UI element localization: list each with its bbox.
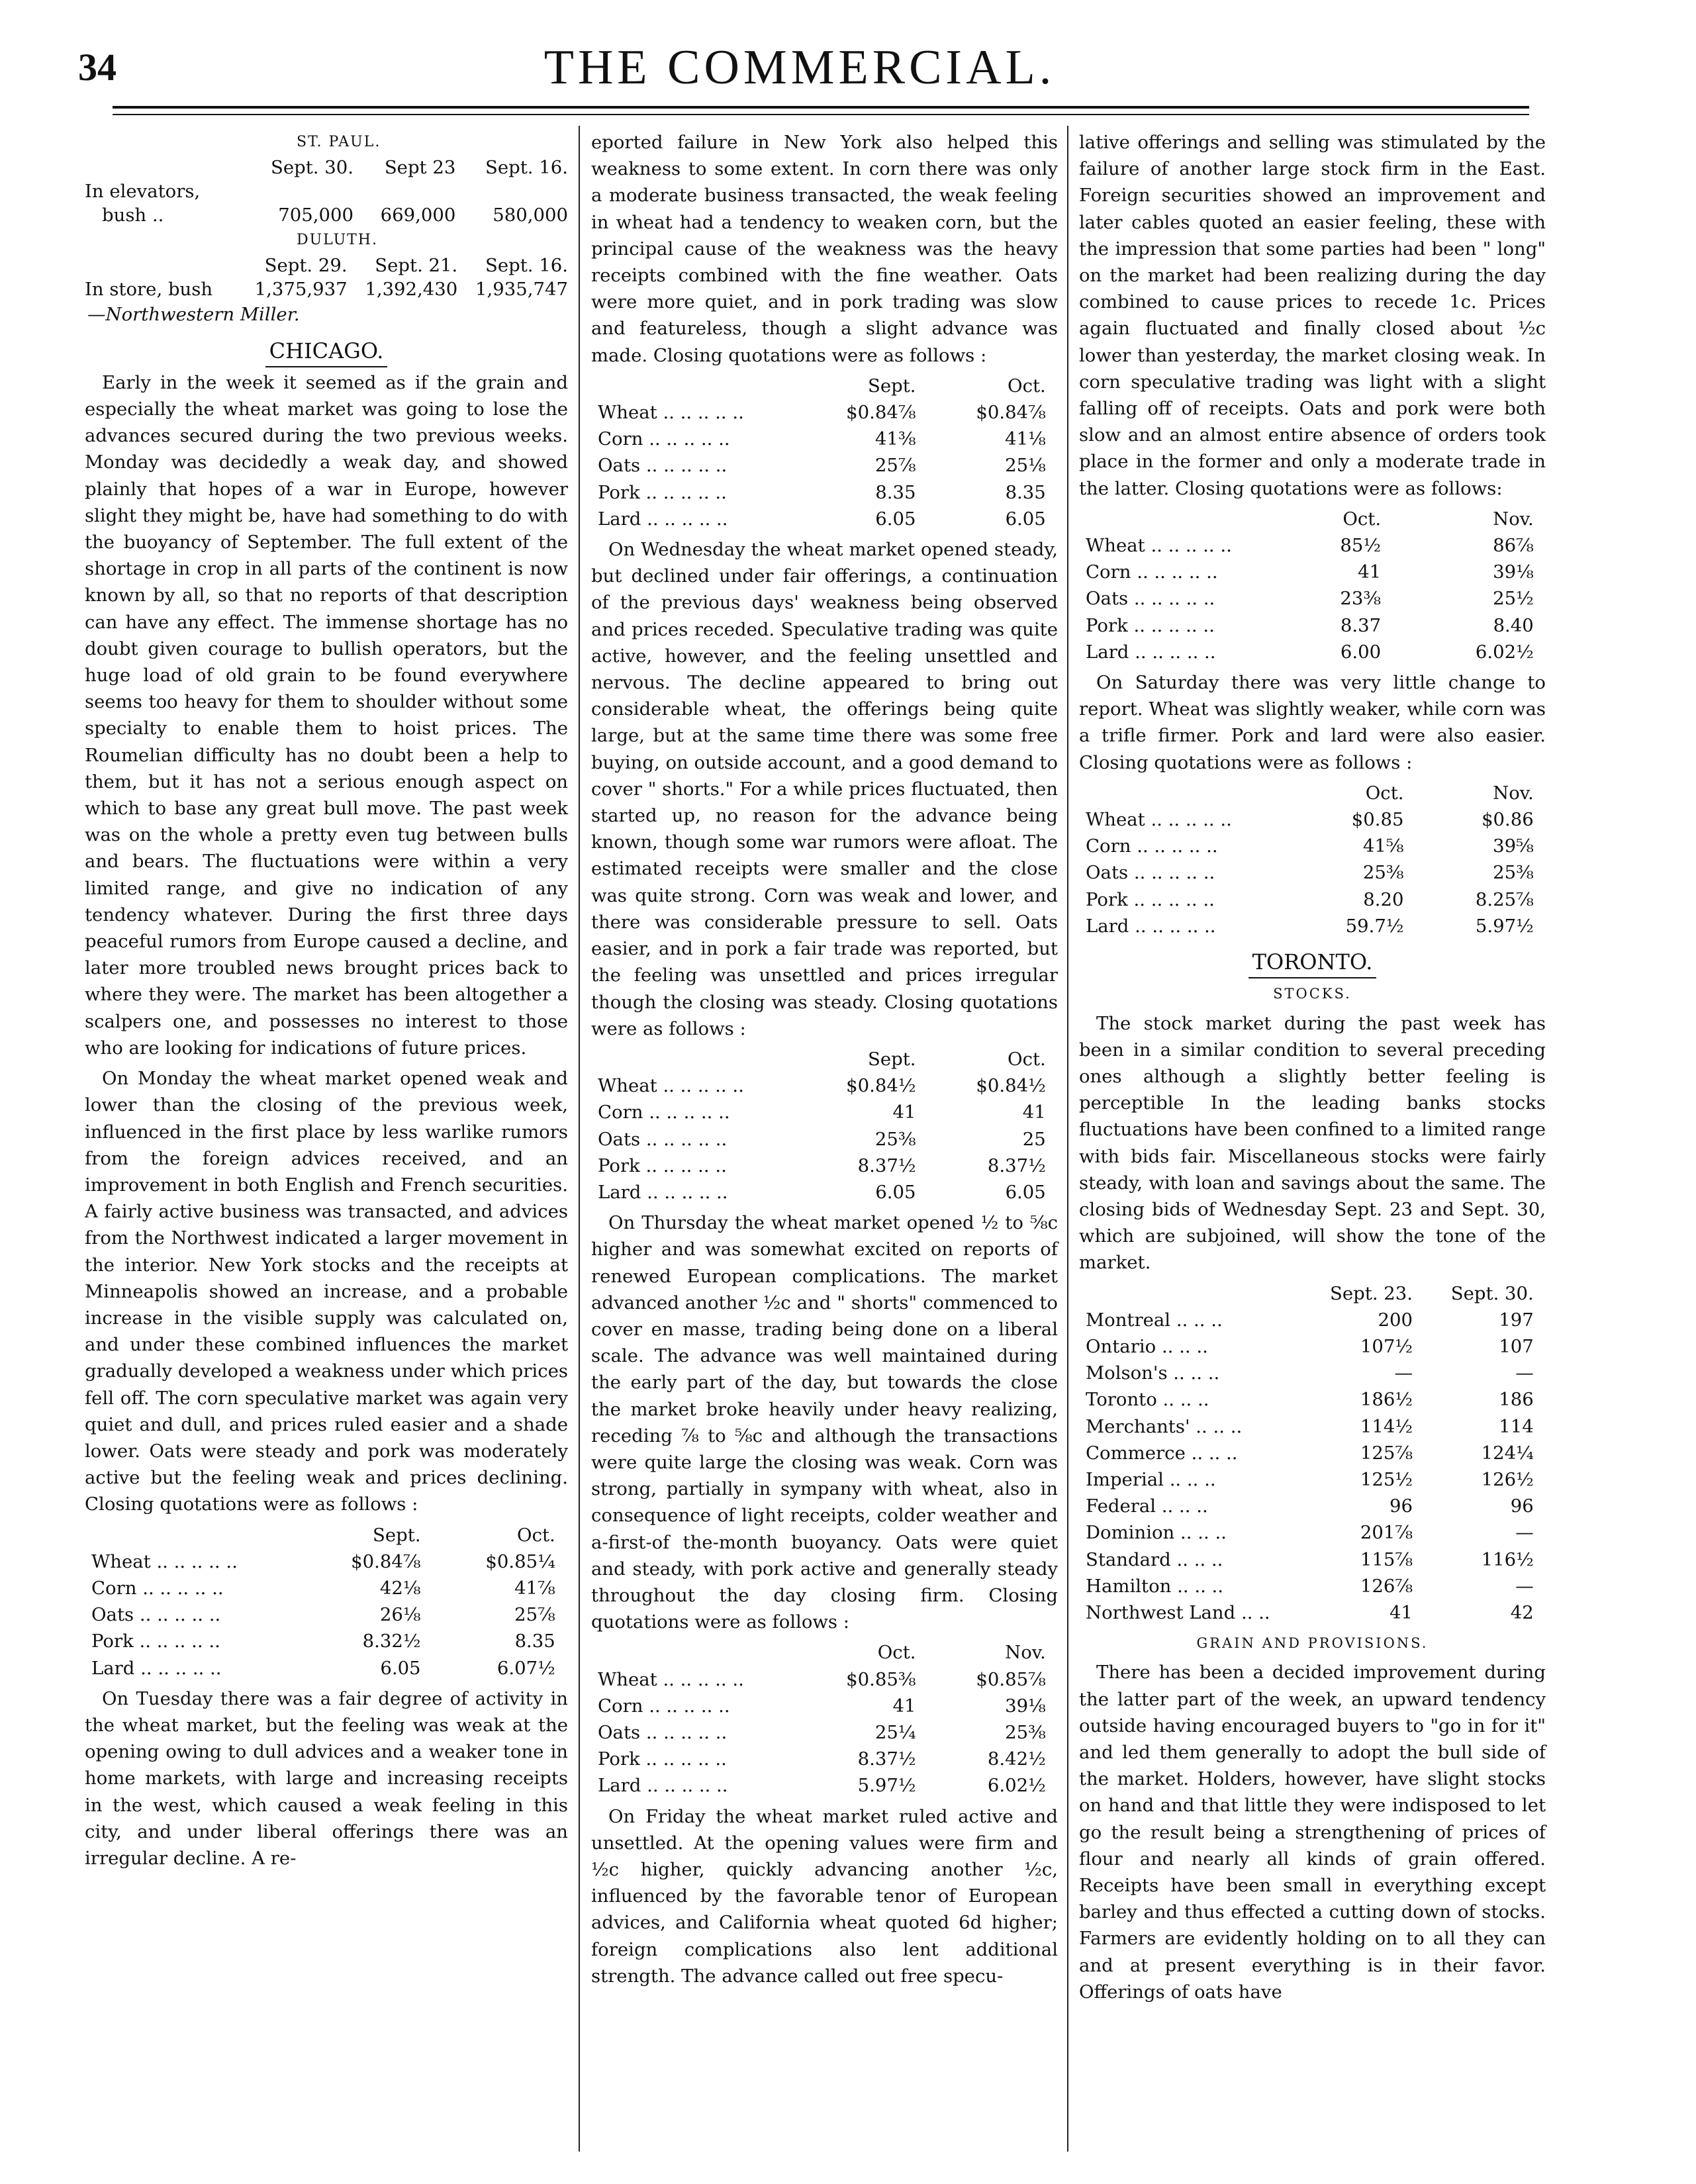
table-cell: 201⅞ [1360,1522,1413,1544]
quotation-table [598,373,1046,532]
row-label: Dominion .. .. .. [1086,1522,1227,1544]
paragraph-continued: eported failure in New York also helped this weakness to some extent. In corn there was only a moderate business transacted, the weak feeling in wheat had a tendency to weaken corn, but the principal cause of the weakness was the heavy receipts combined with the fine weather. Oats were more quiet, and in pork trading was slow and featureless, though a slight advance was made. Closing quotations were as follows : [591,132,1058,366]
table-header-row [1086,1280,1534,1307]
source-credit: —Northwestern Miller. [87,304,300,326]
table-cell: 41 [1358,561,1382,583]
column-divider [1067,126,1068,2152]
table-header-cell: Sept. 30. [271,157,354,179]
table-cell: 41 [892,1102,916,1123]
table-header-cell: Oct. [1343,508,1382,530]
table-cell: $0.86 [1482,809,1534,831]
table-row [598,1693,1046,1719]
row-label: Lard .. .. .. .. .. [91,1657,222,1679]
table-cell: $0.85⅞ [976,1668,1046,1690]
column-2 [591,129,1058,1993]
table-cell: $0.84⅞ [976,402,1046,424]
table-cell: 197 [1499,1309,1534,1331]
table-row [91,1548,555,1575]
table-row [598,1772,1046,1799]
table-cell: 8.37½ [857,1748,916,1770]
row-label: Imperial .. .. .. [1086,1468,1216,1490]
table-cell: 41⅛ [1005,428,1046,450]
table-cell: 116½ [1481,1548,1534,1570]
table-cell: 59.7½ [1345,915,1404,937]
table-row [598,1099,1046,1125]
table-row [91,1601,555,1628]
row-label: Montreal .. .. .. [1086,1309,1223,1331]
table-row [598,1072,1046,1099]
duluth-table [85,254,568,301]
table-header-cell: Oct. [517,1524,555,1546]
table-cell: 25⅞ [514,1604,555,1626]
table-row [91,1575,555,1601]
table-cell: 1,375,937 [254,279,348,301]
table-cell: — [1394,1362,1413,1384]
table-header-cell: Oct. [1008,375,1046,397]
paragraph: On Saturday there was very little change to report. Wheat was slightly weaker, while corn was a trifle firmer. Pork and lard were also easier. Closing quotations were as follows : [1079,672,1546,773]
table-cell: 25⅛ [1005,455,1046,477]
table-row [1086,859,1534,886]
table-cell: 6.02½ [1475,641,1534,663]
table-cell: 8.37½ [987,1155,1046,1176]
table-cell: 25⅜ [1362,862,1404,884]
table-row [1086,833,1534,859]
table-cell: 8.25⅞ [1475,888,1534,910]
row-label: Wheat .. .. .. .. .. [91,1550,238,1572]
table-header-cell: Nov. [1005,1642,1046,1664]
row-label: Standard .. .. .. [1086,1548,1223,1570]
table-cell: 96 [1390,1496,1413,1517]
row-label: Pork .. .. .. .. .. [91,1631,220,1652]
column-3 [1079,129,1546,2009]
row-label: Oats .. .. .. .. .. [1086,862,1215,884]
table-header-cell: Sept. [868,1048,916,1070]
paragraph-continued: lative offerings and selling was stimulated by the failure of another large stock firm in the East. Foreign securities showed an improvement and later cables quoted an easier feeling, these with the impression that some parties had been " long" on the market had been realizing during the day combined to cause prices to recede 1c. Prices again fluctuated and finally closed about ½c lower than yesterday, the market closing weak. In corn speculative trading was light with a slight falling off of receipts. Oats and pork were both slow and an almost entire absence of orders took place in the former and only a moderate trade in the latter. Closing quotations were as follows: [1079,132,1546,499]
table-row [91,1655,555,1682]
table-cell: 8.42½ [987,1748,1046,1770]
row-label: Merchants' .. .. .. [1086,1415,1243,1437]
table-cell: 8.20 [1363,888,1404,910]
table-header-row [1086,506,1534,532]
table-row [598,1666,1046,1693]
header-rule-bottom [113,114,1529,115]
table-cell: 42 [1510,1601,1534,1623]
table-cell: 124¼ [1481,1442,1534,1464]
row-label: Oats .. .. .. .. .. [598,1128,728,1150]
table-cell: 6.02½ [987,1775,1046,1797]
table-header-cell: Sept. 16. [485,157,568,179]
table-header-row [1086,780,1534,806]
table-cell: 26⅛ [379,1604,421,1626]
table-header-row [598,373,1046,399]
table-row [1086,1333,1534,1360]
table-header-cell: Nov. [1493,782,1534,804]
table-cell: 25⅜ [1005,1721,1046,1743]
row-label: Wheat .. .. .. .. .. [598,1075,744,1097]
table-cell: 6.05 [380,1657,421,1679]
table-header-cell: Sept 23 [384,157,456,179]
table-cell: 6.00 [1340,641,1382,663]
table-header-cell: Sept. 29. [264,255,348,277]
row-label: Wheat .. .. .. .. .. [1086,535,1232,557]
table-cell: 86⅞ [1493,535,1534,557]
table-row [1086,1466,1534,1493]
row-label: Toronto .. .. .. [1086,1389,1209,1411]
section-heading-toronto: TORONTO. [1079,949,1546,975]
table-cell: 114 [1499,1415,1534,1437]
row-label: In store, bush [85,279,213,301]
table-cell: 85½ [1340,535,1382,557]
table-row [1086,559,1534,585]
section-heading-chicago: CHICAGO. [85,338,568,364]
subheading-grain: GRAIN AND PROVISIONS. [1196,1635,1429,1652]
table-cell: 41 [1390,1601,1413,1623]
table-row [1086,1386,1534,1413]
table-header-cell: Oct. [1365,782,1404,804]
table-cell: 107½ [1360,1335,1413,1357]
table-cell: 8.35 [514,1631,555,1652]
paragraph: Early in the week it seemed as if the grain and especially the wheat market was going to lose the advances secured during the two previous weeks. Monday was decidedly a weak day, and showed plainly that hopes of a war in Europe, however slight they might be, have had something to do with the buoyancy of September. The full extent of the shortage in crop in all parts of the continent is now known by all, so that no reports of that description can have any effect. The immense shortage has no doubt given courage to bullish operators, but the huge load of old grain to be found everywhere seems too heavy for them to shoulder without some specialty to enable them to hoist prices. The Roumelian difficulty has no doubt been a help to them, but it has not a serious enough aspect on which to base any great bull move. The past week was on the whole a pretty even tug between bulls and bears. The fluctuations were within a very limited range, and give no indication of any tendency whatever. During the first three days peaceful rumors from Europe caused a decline, and later more troubled news brought prices back to where they were. The market has been altogether a scalpers one, and possesses no interest to those who are looking for indications of future prices. [85,371,568,1059]
table-cell: 25½ [1493,588,1534,610]
table-cell: 6.05 [875,508,916,530]
row-label: bush .. [102,205,164,226]
table-header-cell: Sept. 16. [485,255,568,277]
paragraph: On Monday the wheat market opened weak and lower than the closing of the previous week, influenced in the first place by less warlike rumors from the foreign advices received, and an improvement in both English and French securities. A fairly active business was transacted, and advices from the Northwest indicated a larger movement in the interior. New York stocks and the receipts at Minneapolis showed an increase, and a probable increase in the visible supply was calculated on, and under these combined influences the market gradually developed a weakness under which prices fell off. The corn speculative market was again very quiet and dull, and prices ruled easier and a shade lower. Oats were steady and pork was moderately active but the feeling weak and prices declining. Closing quotations were as follows : [85,1068,568,1515]
table-row [1086,806,1534,833]
table-cell: — [1515,1362,1534,1384]
row-label: Oats .. .. .. .. .. [598,1721,728,1743]
table-cell: 126½ [1481,1468,1534,1490]
row-label: Oats .. .. .. .. .. [1086,588,1215,610]
table-row [598,1746,1046,1772]
table-cell: 25¼ [874,1721,916,1743]
column-1 [85,129,568,1875]
table-row [1086,1546,1534,1573]
row-label: Ontario .. .. .. [1086,1335,1208,1357]
table-cell: 41⅜ [874,428,916,450]
table-row [1086,639,1534,665]
table-cell: $0.85⅜ [846,1668,916,1690]
table-cell: 25 [1022,1128,1046,1150]
table-cell: 115⅞ [1360,1548,1413,1570]
table-header-cell: Sept. 30. [1450,1282,1534,1304]
masthead-title: THE COMMERCIAL. [543,40,1056,95]
row-label: Oats .. .. .. .. .. [598,455,728,477]
table-cell: 8.40 [1493,614,1534,636]
table-header-cell: Oct. [877,1642,916,1664]
row-label: Pork .. .. .. .. .. [598,1748,727,1770]
table-cell: 8.35 [1005,481,1046,503]
row-label: Corn .. .. .. .. .. [598,428,730,450]
quotation-table [598,1046,1046,1206]
quotation-table [1086,506,1534,665]
row-label: Lard .. .. .. .. .. [598,1181,728,1203]
table-cell: 8.37 [1340,614,1382,636]
table-cell: $0.84⅞ [846,402,916,424]
table-header-cell: Oct. [1008,1048,1046,1070]
table-cell: $0.84½ [846,1075,916,1097]
paragraph: On Friday the wheat market ruled active and unsettled. At the opening values were firm and ½c higher, quickly advancing another ½c, influenced by the favorable tenor of European advices, and California wheat quoted 6d higher; foreign complications also lent additional strength. The advance called out free specu- [591,1805,1058,1987]
table-header-cell: Sept. [373,1524,421,1546]
table-row [1086,585,1534,612]
row-label: Commerce .. .. .. [1086,1442,1238,1464]
table-cell: $0.85¼ [485,1550,555,1572]
row-label: Pork .. .. .. .. .. [1086,614,1215,636]
duluth-title: DULUTH. [297,232,378,249]
table-row [598,1179,1046,1206]
column-divider [579,126,580,2152]
table-row [1086,1519,1534,1546]
table-header-cell: Sept. 21. [375,255,458,277]
paragraph: The stock market during the past week has been in a similar condition to several preceding ones although a slightly better feeling is perceptible In the leading banks stocks fluctuations have been confined to a limited range with bids fair. Miscellaneous stocks were fairly steady, with loan and savings about the same. The closing bids of Wednesday Sept. 23 and Sept. 30, which are subjoined, will show the tone of the market. [1079,1012,1546,1274]
row-label: Hamilton .. .. .. [1086,1575,1224,1597]
table-row [1086,1493,1534,1519]
row-label: Lard .. .. .. .. .. [1086,641,1216,663]
table-row [598,1719,1046,1746]
row-label: In elevators, [85,181,201,203]
table-cell: 8.35 [875,481,916,503]
row-label: Northwest Land .. .. [1086,1601,1270,1623]
paragraph: There has been a decided improvement during the latter part of the week, an upward tendency outside having encouraged buyers to "go in for it" and led them generally to adopt the bull side of the market. Holders, however, have slight stocks on hand and that little they were indisposed to let go the result being a strengthening of prices of flour and nearly all kinds of grain offered. Receipts have been small in everything except barley and thus effected a cutting down of stocks. Farmers are evidently holding on to all they can and at present everything is in their favor. Offerings of oats have [1079,1662,1546,2003]
table-cell: 8.32½ [362,1631,421,1652]
table-cell: 186½ [1360,1389,1413,1411]
paragraph: On Tuesday there was a fair degree of activity in the wheat market, but the feeling was weak at the opening owing to dull advices and a weaker tone in home markets, with large and increasing receipts in the west, which caused a weak feeling in this city, and under liberal offerings there was an irregular decline. A re- [85,1687,568,1869]
table-row [598,506,1046,532]
row-label: Pork .. .. .. .. .. [598,1155,727,1176]
header-rule-top [113,106,1529,109]
table-row [598,399,1046,426]
table-cell: 39⅝ [1493,835,1534,857]
row-label: Wheat .. .. .. .. .. [1086,809,1232,831]
row-label: Wheat .. .. .. .. .. [598,1668,744,1690]
table-cell: 200 [1378,1309,1413,1331]
row-label: Pork .. .. .. .. .. [1086,888,1215,910]
table-cell: 126⅞ [1360,1575,1413,1597]
table-row [1086,1360,1534,1386]
quotation-table [1086,780,1534,939]
row-label: Corn .. .. .. .. .. [598,1695,730,1717]
table-row [1086,1413,1534,1440]
table-cell: 42⅛ [379,1577,421,1599]
table-cell: 186 [1499,1389,1534,1411]
table-row [1086,913,1534,939]
table-cell: — [1515,1522,1534,1544]
row-label: Oats .. .. .. .. .. [91,1604,221,1626]
table-cell: $0.85 [1351,809,1404,831]
table-cell: 8.37½ [857,1155,916,1176]
subheading-stocks: STOCKS. [1273,986,1352,1002]
row-label: Wheat .. .. .. .. .. [598,402,744,424]
table-cell: 41⅞ [514,1577,555,1599]
table-cell: 41 [892,1695,916,1717]
row-label: Corn .. .. .. .. .. [598,1102,730,1123]
table-cell: — [1515,1575,1534,1597]
table-header-row [598,1639,1046,1666]
table-cell: 39⅛ [1005,1695,1046,1717]
page-header [78,40,1521,113]
row-label: Corn .. .. .. .. .. [91,1577,224,1599]
table-row [1086,612,1534,639]
row-label: Corn .. .. .. .. .. [1086,561,1218,583]
table-header-row [91,1522,555,1548]
table-cell: 6.05 [1005,508,1046,530]
table-row [598,1153,1046,1179]
table-header-cell: Sept. [868,375,916,397]
table-cell: 125½ [1360,1468,1413,1490]
table-row [91,1628,555,1654]
table-row [1086,1440,1534,1466]
table-cell: 39⅛ [1493,561,1534,583]
st-paul-block: ST. PAUL. [297,134,381,150]
table-cell: 705,000 [278,205,354,226]
table-cell: 114½ [1360,1415,1413,1437]
table-cell: 41⅝ [1362,835,1404,857]
table-cell: 580,000 [493,205,568,226]
table-cell: 1,935,747 [475,279,568,301]
row-label: Pork .. .. .. .. .. [598,481,727,503]
table-row [1086,1599,1534,1626]
table-row [1086,1573,1534,1599]
table-cell: 6.05 [1005,1181,1046,1203]
table-cell: 25⅞ [874,455,916,477]
table-row [1086,1307,1534,1333]
table-cell: 23⅜ [1340,588,1382,610]
table-row [598,426,1046,452]
table-header-row [598,1046,1046,1072]
table-cell: 107 [1499,1335,1534,1357]
row-label: Lard .. .. .. .. .. [598,1775,728,1797]
table-row [1086,886,1534,913]
quotation-table [91,1522,555,1682]
table-header-cell: Nov. [1493,508,1534,530]
quotation-table [598,1639,1046,1799]
row-label: Molson's .. .. .. [1086,1362,1220,1384]
table-cell: 6.05 [875,1181,916,1203]
page-number: 34 [78,46,117,89]
table-cell: 125⅞ [1360,1442,1413,1464]
row-label: Lard .. .. .. .. .. [598,508,728,530]
row-label: Lard .. .. .. .. .. [1086,915,1216,937]
row-label: Corn .. .. .. .. .. [1086,835,1218,857]
st-paul-table [85,156,568,227]
table-cell: 5.97½ [857,1775,916,1797]
table-cell: 96 [1510,1496,1534,1517]
table-cell: $0.84⅞ [351,1550,421,1572]
table-cell: $0.84½ [976,1075,1046,1097]
table-cell: 25⅜ [1493,862,1534,884]
table-cell: 6.07½ [496,1657,555,1679]
table-cell: 5.97½ [1475,915,1534,937]
table-cell: 669,000 [380,205,456,226]
table-cell: 1,392,430 [365,279,458,301]
row-label: Federal .. .. .. [1086,1496,1208,1517]
table-header-cell: Sept. 23. [1330,1282,1413,1304]
table-row [598,452,1046,479]
paragraph: On Thursday the wheat market opened ½ to ⅝c higher and was somewhat excited on reports of renewed European complications. The market advanced another ½c and " shorts" commenced to cover en masse, trading being done on a liberal scale. The advance was well maintained during the early part of the day, but towards the close the market broke heavily under heavy realizing, receding ⅞ to ⅝c and although the transactions were quite large the closing was weak. Corn was strong, partially in sympany with wheat, also in consequence of light receipts, colder weather and a-first-of the-month buoyancy. Oats were quiet and steady, with pork active and generally steady throughout the day closing firm. Closing quotations were as follows : [591,1212,1058,1633]
table-row [598,1126,1046,1153]
table-row [598,479,1046,506]
paragraph: On Wednesday the wheat market opened steady, but declined under fair offerings, a continuation of the previous days' weakness being observed and prices receded. Speculative trading was quite active, however, and the feeling unsettled and nervous. The decline appeared to bring out considerable wheat, the offerings being quite large, but at the same time there was some free buying, on outside account, and a good demand to cover " shorts." For a while prices fluctuated, then started up, no reason for the advance being known, though some war rumors were afloat. The estimated receipts were smaller and the close was quite strong. Corn was weak and lower, and there was considerable pressure to sell. Oats easier, and in pork a fair trade was reported, but the feeling was unsettled and prices irregular though the closing was steady. Closing quotations were as follows : [591,539,1058,1039]
stocks-table [1086,1280,1534,1627]
table-row [1086,532,1534,559]
table-cell: 25⅜ [874,1128,916,1150]
table-cell: 41 [1022,1102,1046,1123]
